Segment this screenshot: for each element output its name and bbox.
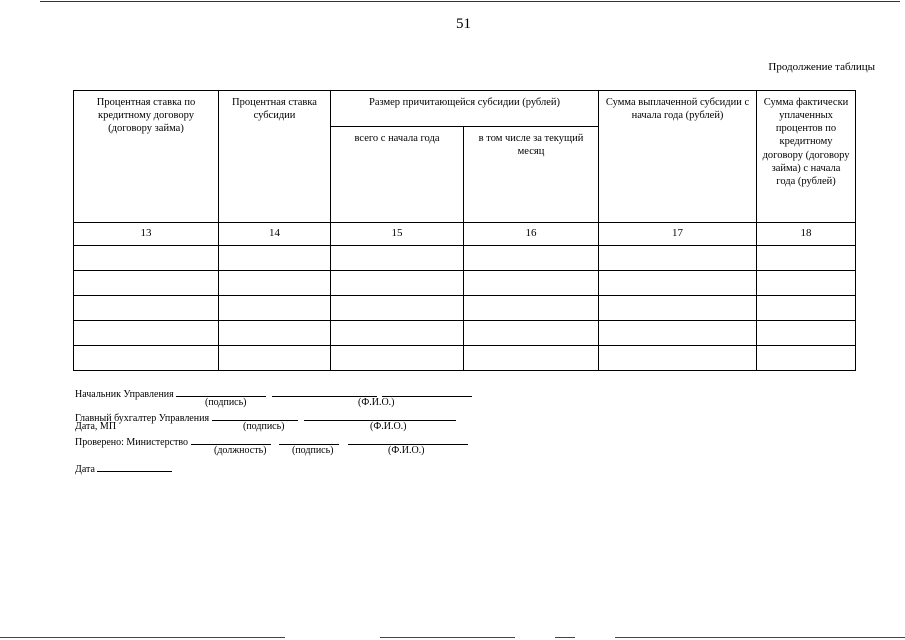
ministry-signature-blank bbox=[279, 435, 339, 445]
head-captions bbox=[75, 399, 472, 411]
name-caption: (Ф.И.О.) bbox=[388, 445, 425, 456]
table-cell bbox=[74, 346, 219, 371]
table-cell bbox=[331, 321, 464, 346]
table-cell bbox=[219, 321, 331, 346]
accountant-signature-blank bbox=[212, 411, 298, 421]
subsidy-table bbox=[73, 90, 856, 371]
header-col18-paid-interest: Сумма фактически уплаченных процентов по кредитному договору (договору займа) с начала года (рублей) bbox=[757, 91, 856, 223]
header-col17-paid-subsidy: Сумма выплаченной субсидии с начала года (рублей) bbox=[599, 91, 757, 223]
table-cell bbox=[74, 321, 219, 346]
signature-block bbox=[75, 387, 472, 474]
table-row bbox=[74, 346, 856, 371]
table-cell bbox=[219, 271, 331, 296]
table-cell bbox=[757, 321, 856, 346]
signature-caption: (подпись) bbox=[243, 421, 285, 432]
table-cell bbox=[757, 246, 856, 271]
table-row bbox=[74, 246, 856, 271]
head-label: Начальник Управления bbox=[75, 389, 174, 400]
column-number: 15 bbox=[331, 223, 464, 246]
column-number: 16 bbox=[464, 223, 599, 246]
table-cell bbox=[331, 296, 464, 321]
table-cell bbox=[74, 296, 219, 321]
table-cell bbox=[74, 246, 219, 271]
table-row bbox=[74, 271, 856, 296]
accountant-captions bbox=[75, 423, 472, 435]
date-label: Дата bbox=[75, 464, 95, 475]
table-cell bbox=[464, 296, 599, 321]
column-number: 14 bbox=[219, 223, 331, 246]
table-cell bbox=[219, 246, 331, 271]
table-cell bbox=[219, 296, 331, 321]
table-cell bbox=[74, 271, 219, 296]
signature-caption: (подпись) bbox=[205, 397, 247, 408]
table-cell bbox=[219, 346, 331, 371]
head-name-blank bbox=[272, 387, 377, 397]
table-cell bbox=[599, 271, 757, 296]
table-cell bbox=[599, 321, 757, 346]
date-blank bbox=[97, 462, 172, 472]
header-col15-total-since-year-start: всего с начала года bbox=[331, 127, 464, 223]
table-cell bbox=[599, 346, 757, 371]
table-continuation-note: Продолжение таблицы bbox=[768, 61, 875, 73]
head-extra-blank bbox=[382, 387, 472, 397]
column-number-row bbox=[74, 223, 856, 246]
page-top-edge bbox=[40, 1, 900, 2]
ministry-captions bbox=[75, 447, 472, 459]
table-cell bbox=[464, 271, 599, 296]
column-number: 17 bbox=[599, 223, 757, 246]
header-subsidy-amount-group: Размер причитающейся субсидии (рублей) bbox=[331, 91, 599, 127]
head-signature-line bbox=[75, 387, 472, 399]
table-cell bbox=[464, 246, 599, 271]
date-mp-label: Дата, МП bbox=[75, 421, 117, 432]
table-cell bbox=[757, 271, 856, 296]
accountant-name-blank bbox=[304, 411, 456, 421]
ministry-name-blank bbox=[348, 435, 468, 445]
table-cell bbox=[331, 271, 464, 296]
table-cell bbox=[464, 346, 599, 371]
table-row bbox=[74, 296, 856, 321]
table-cell bbox=[331, 346, 464, 371]
table-header-row bbox=[74, 91, 856, 127]
header-col13-loan-rate: Процентная ставка по кредитному договору (договору займа) bbox=[74, 91, 219, 223]
table-cell bbox=[757, 346, 856, 371]
date-line bbox=[75, 462, 472, 474]
table-cell bbox=[757, 296, 856, 321]
checked-label: Проверено: Министерство bbox=[75, 437, 189, 448]
header-col16-current-month: в том числе за текущий месяц bbox=[464, 127, 599, 223]
name-caption: (Ф.И.О.) bbox=[358, 397, 395, 408]
position-caption: (должность) bbox=[214, 445, 267, 456]
accountant-label: Главный бухгалтер Управления bbox=[75, 413, 210, 424]
table-cell bbox=[464, 321, 599, 346]
name-caption: (Ф.И.О.) bbox=[370, 421, 407, 432]
page-bottom-edge bbox=[0, 636, 905, 640]
table-row bbox=[74, 321, 856, 346]
table-cell bbox=[599, 246, 757, 271]
signature-caption: (подпись) bbox=[292, 445, 334, 456]
table-cell bbox=[599, 296, 757, 321]
column-number: 13 bbox=[74, 223, 219, 246]
header-col14-subsidy-rate: Процентная ставка субсидии bbox=[219, 91, 331, 223]
head-signature-blank bbox=[176, 387, 266, 397]
page-number: 51 bbox=[456, 16, 471, 32]
table-cell bbox=[331, 246, 464, 271]
column-number: 18 bbox=[757, 223, 856, 246]
ministry-position-blank bbox=[191, 435, 271, 445]
